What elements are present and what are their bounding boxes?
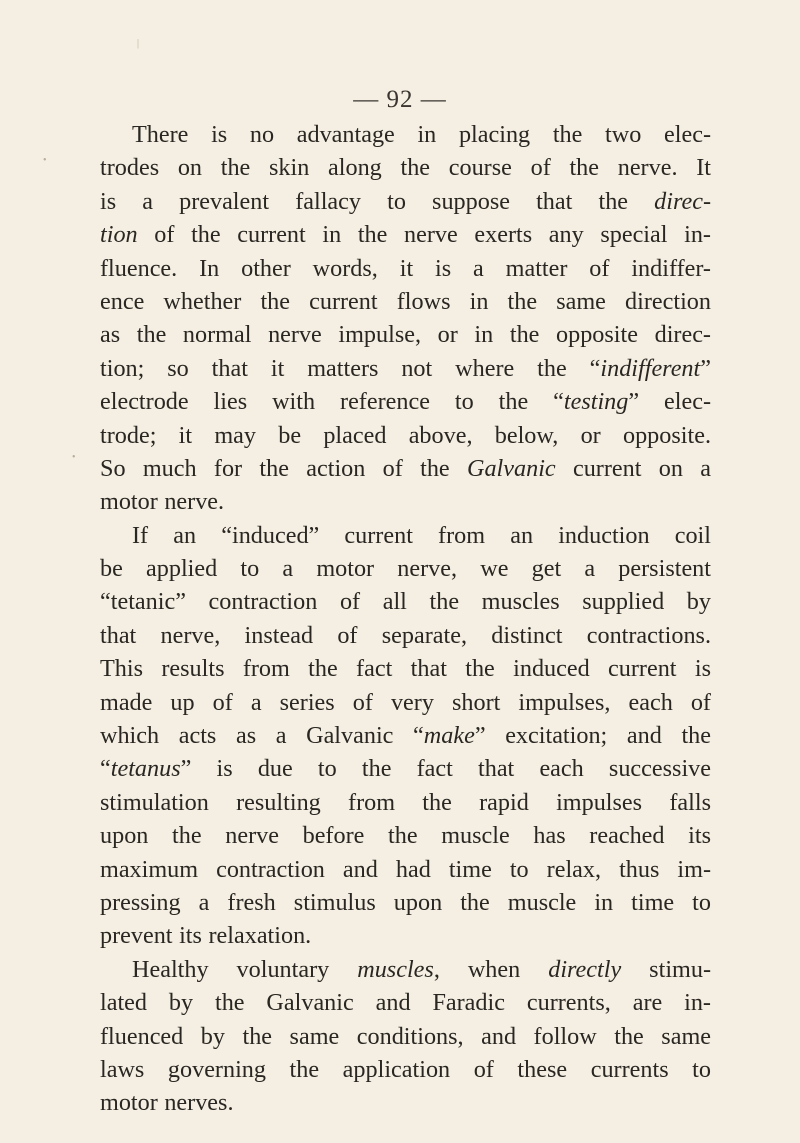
text-line — [100, 185, 711, 218]
italic-text-run: tetanus — [110, 755, 181, 783]
text-run: prevent its relaxation. — [100, 922, 312, 950]
text-line — [100, 686, 711, 719]
text-run: , when — [433, 955, 549, 983]
text-line — [100, 619, 711, 652]
text-run: ” excitation; and the — [474, 722, 712, 750]
text-run: “ — [100, 755, 111, 783]
text-run: There is no advantage in placing the two elec- — [132, 121, 711, 148]
text-run: current on a — [555, 454, 711, 482]
text-run: maximum contraction and had time to relax, thus im- — [100, 855, 711, 883]
text-line — [100, 752, 711, 785]
text-line — [100, 552, 711, 585]
text-run: as the normal nerve impulse, or in the opposite direc- — [100, 321, 711, 349]
text-line — [100, 385, 711, 418]
text-run: So much for the action of the — [100, 454, 467, 482]
print-speck: | — [137, 38, 140, 49]
text-run: lated by the Galvanic and Faradic currents, are in- — [100, 989, 711, 1017]
body-text — [100, 118, 711, 1120]
italic-text-run: directly — [548, 955, 622, 983]
text-run: that nerve, instead of separate, distinct contractions. — [100, 621, 711, 649]
text-line — [100, 318, 711, 351]
text-line — [100, 352, 711, 385]
text-line — [100, 585, 711, 618]
text-line — [100, 853, 711, 886]
text-run: ” — [700, 354, 711, 382]
text-run: stimulation resulting from the rapid impulses falls — [100, 788, 711, 816]
print-speck: • — [43, 155, 47, 166]
text-run: motor nerve. — [100, 488, 225, 516]
text-line — [100, 252, 711, 285]
text-line — [100, 786, 711, 819]
italic-text-run: testing — [563, 388, 629, 416]
italic-text-run: make — [423, 722, 475, 750]
text-run: ” elec- — [628, 388, 712, 416]
print-speck: • — [72, 452, 76, 463]
text-run: is a prevalent fallacy to suppose that the — [100, 187, 655, 215]
italic-text-run: tion — [100, 221, 138, 249]
text-run: “tetanic” contraction of all the muscles supplied by — [100, 588, 711, 616]
text-run: laws governing the application of these currents to — [100, 1055, 711, 1083]
text-line — [100, 1020, 711, 1053]
text-run: This results from the fact that the induced current is — [100, 655, 711, 683]
text-run: ence whether the current flows in the same direction — [100, 287, 711, 315]
text-line — [100, 652, 711, 685]
italic-text-run: Galvanic — [466, 454, 556, 482]
text-line — [100, 151, 711, 184]
italic-text-run: muscles — [357, 955, 434, 983]
text-run: If an “induced” current from an induction coil — [132, 521, 711, 549]
text-line — [100, 118, 711, 151]
text-line — [100, 218, 711, 251]
text-run: trodes on the skin along the course of the nerve. It — [100, 154, 711, 182]
text-run: trode; it may be placed above, below, or opposite. — [100, 421, 711, 449]
text-line — [100, 986, 711, 1019]
text-run: fluenced by the same conditions, and follow the same — [100, 1022, 711, 1050]
text-run: stimu- — [621, 955, 711, 983]
text-line — [100, 819, 711, 852]
text-line — [100, 285, 711, 318]
text-run: electrode lies with reference to the “ — [100, 388, 564, 416]
text-run: which acts as a Galvanic “ — [100, 722, 424, 750]
text-run: fluence. In other words, it is a matter of indiffer- — [100, 254, 711, 282]
text-run: tion; so that it matters not where the “ — [100, 354, 601, 382]
text-line — [100, 953, 711, 986]
text-line — [100, 485, 711, 518]
text-line — [100, 919, 711, 952]
text-run: made up of a series of very short impulses, each of — [100, 688, 711, 716]
text-line — [100, 419, 711, 452]
italic-text-run: indifferent — [600, 354, 701, 382]
text-line — [100, 452, 711, 485]
text-line — [100, 1053, 711, 1086]
page-number: — 92 — — [353, 86, 447, 113]
text-run: pressing a fresh stimulus upon the muscle in time to — [100, 888, 711, 916]
italic-text-run: direc- — [654, 187, 711, 215]
text-run: Healthy voluntary — [132, 955, 358, 983]
text-line — [100, 886, 711, 919]
text-run: upon the nerve before the muscle has reached its — [100, 822, 711, 850]
text-run: be applied to a motor nerve, we get a persistent — [100, 555, 711, 583]
text-line — [100, 1086, 711, 1119]
text-line — [100, 519, 711, 552]
text-run: ” is due to the fact that each successive — [180, 755, 711, 783]
text-line — [100, 719, 711, 752]
text-run: of the current in the nerve exerts any special in- — [137, 221, 711, 249]
text-run: motor nerves. — [100, 1089, 234, 1117]
